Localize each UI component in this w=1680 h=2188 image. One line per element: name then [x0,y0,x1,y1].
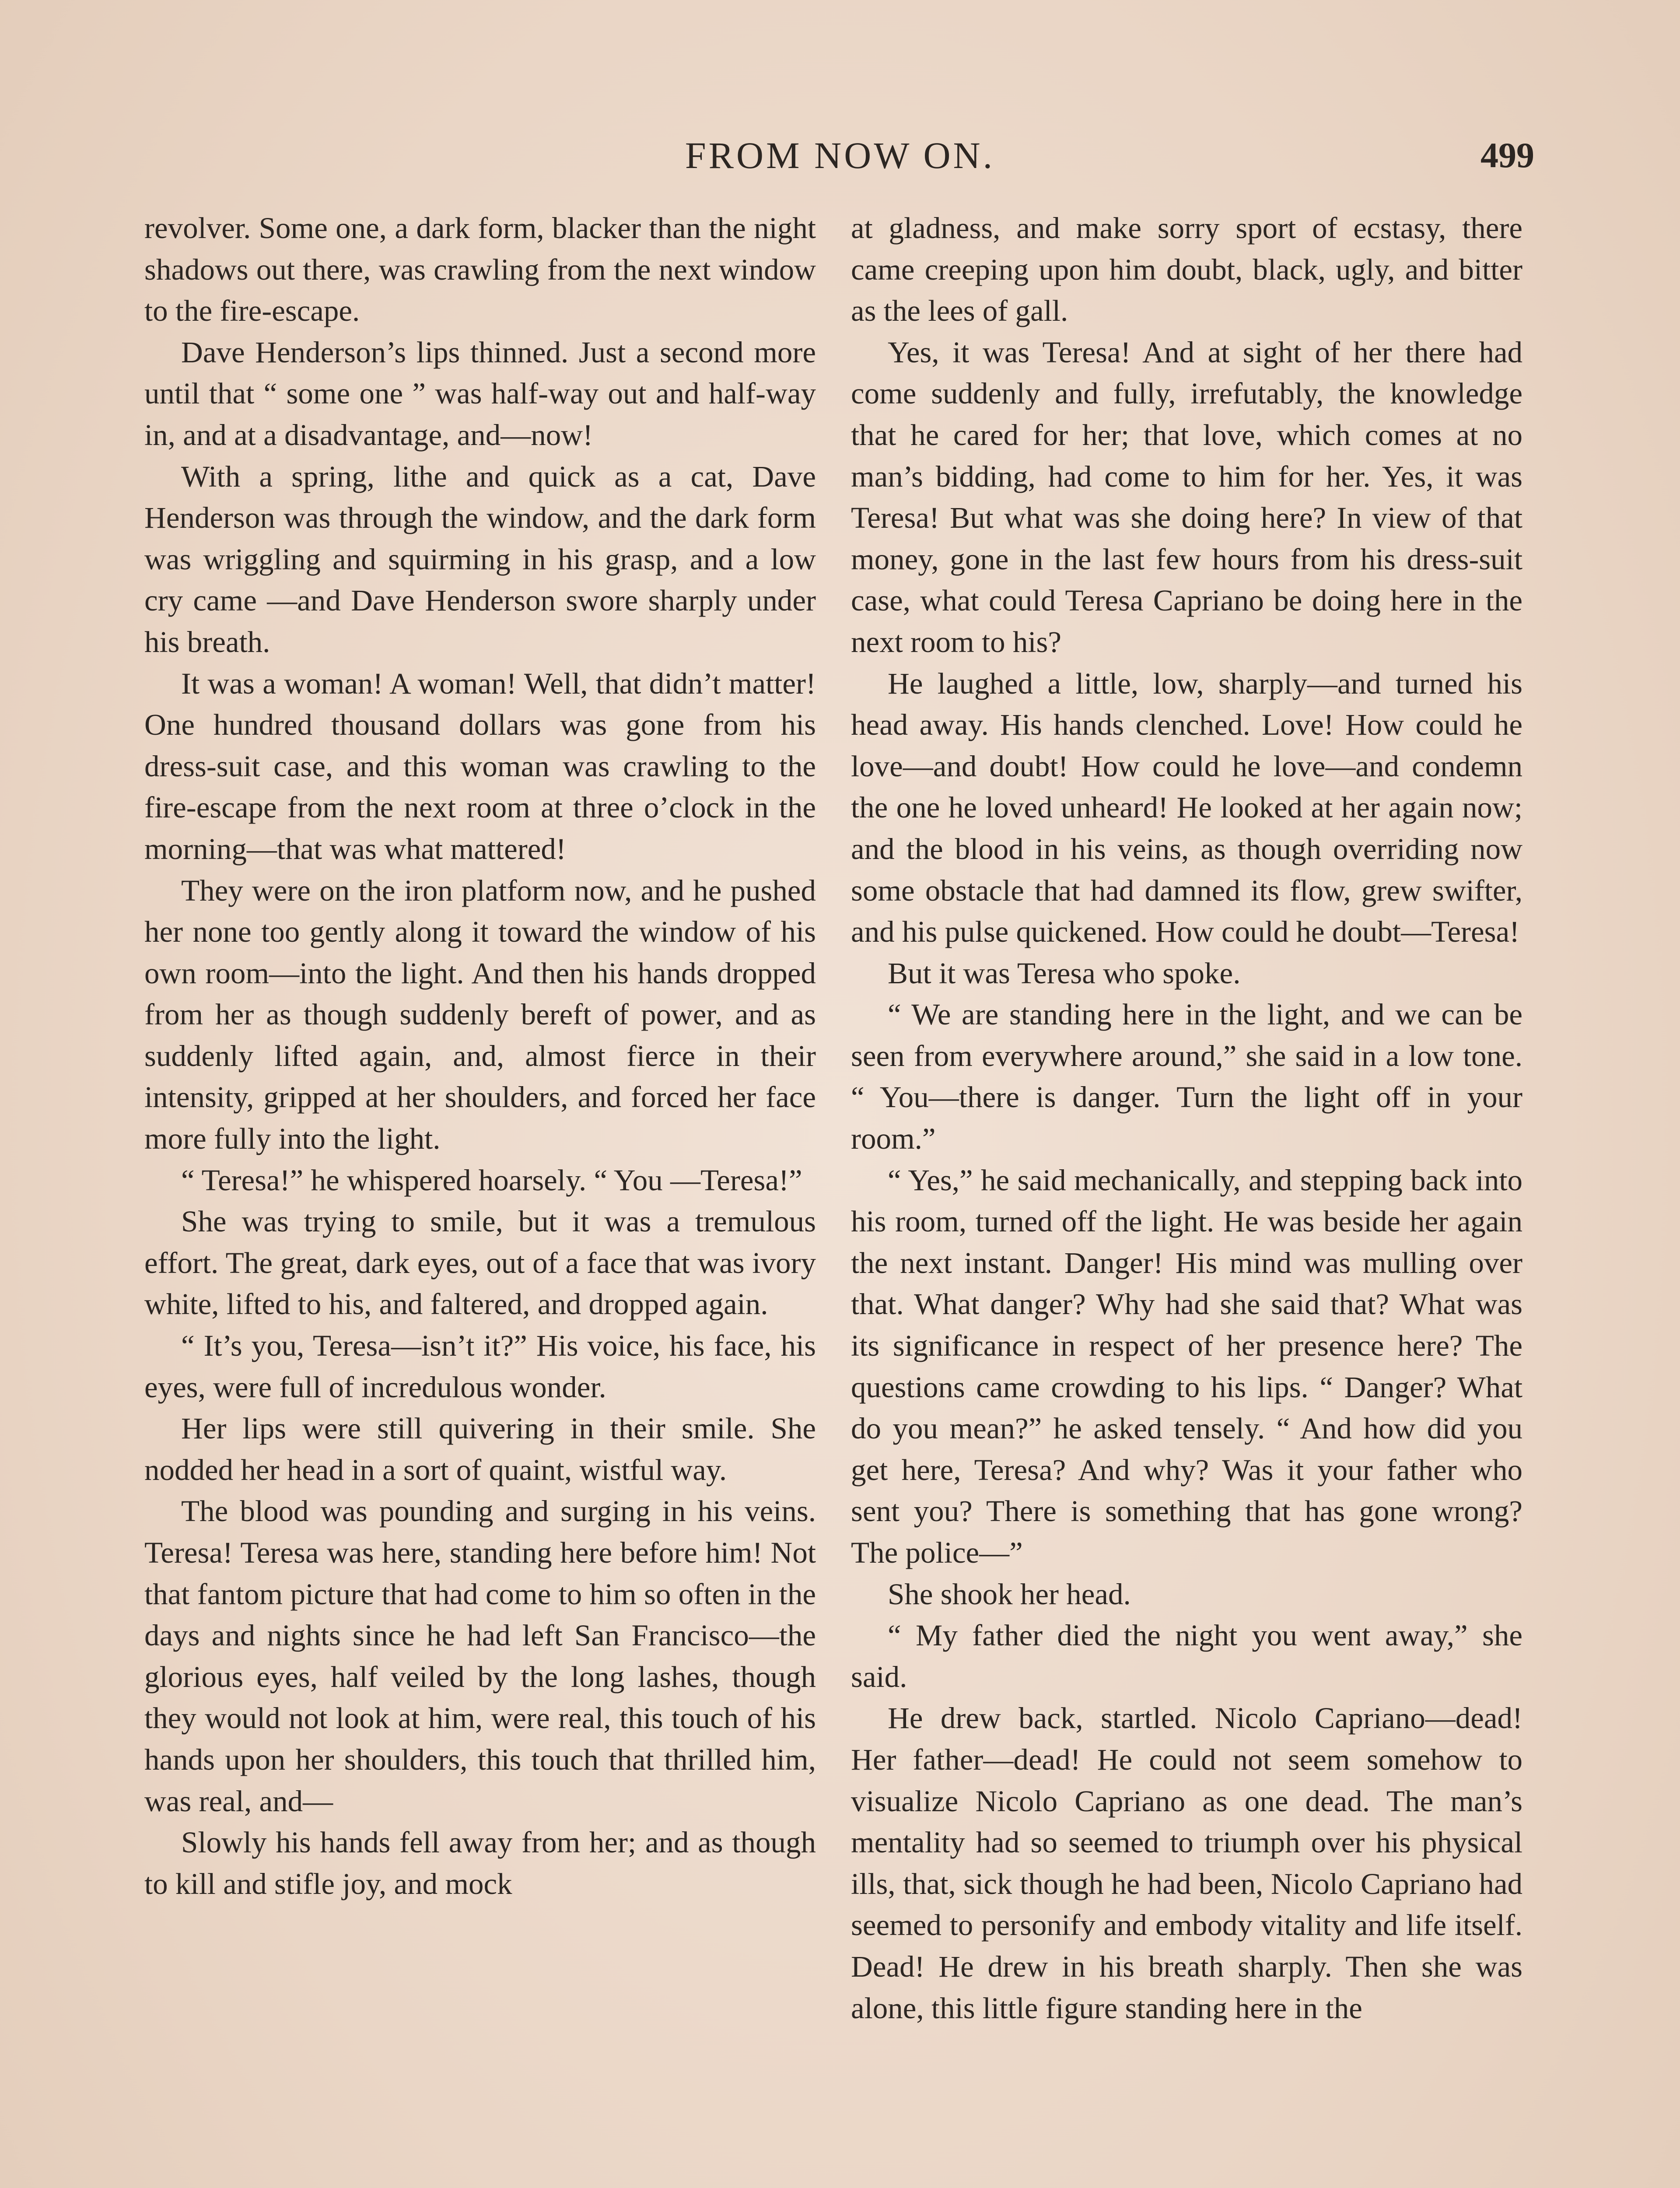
paragraph: “ We are standing here in the light, and we can be seen from everywhere around,” she said in a low tone. “ You—there is danger. Turn the light off in your room.” [851,998,1522,1156]
paragraph: Dave Henderson’s lips thinned. Just a second more until that “ some one ” was half-way out and half-way in, and at a disadvantage, and—now! [144,335,816,452]
page-number: 499 [1480,135,1534,175]
paragraph: He drew back, startled. Nicolo Capriano—dead! Her father—dead! He could not seem somehow to visualize Nicolo Capriano as one dead. The man’s mentality had so seemed to triumph over his physical ills, that, sick though he had been, Nicolo Capriano had seemed to personify and embody vitality and life itself. Dead! He drew in his breath sharply. Then she was alone, this little figure standing here in the [851,1701,1522,2025]
page-header [0,131,1680,179]
paragraph: She was trying to smile, but it was a tremulous effort. The great, dark eyes, out of a face that was ivory white, lifted to his, and faltered, and dropped again. [144,1205,816,1321]
paragraph: “ It’s you, Teresa—isn’t it?” His voice, his face, his eyes, were full of incredulous wonder. [144,1329,816,1404]
paragraph: Her lips were still quivering in their smile. She nodded her head in a sort of quaint, wistful way. [144,1412,816,1487]
paragraph: She shook her head. [888,1577,1131,1611]
right-column [851,207,1522,2188]
paragraph: But it was Teresa who spoke. [888,956,1241,990]
paragraph: Slowly his hands fell away from her; and as though to kill and stifle joy, and mock [144,1826,816,1900]
left-column [144,207,816,2188]
paragraph: revolver. Some one, a dark form, blacker than the night shadows out there, was crawling from the next window to the fire-escape. [144,211,816,328]
paragraph: “ Yes,” he said mechanically, and stepping back into his room, turned off the light. He was beside her again the next instant. Danger! His mind was mulling over that. What danger? Why had she said that? What was its significance in respect of her presence here? The questions came crowding to his lips. “ Danger? What do you mean?” he asked tensely. “ And how did you get here, Teresa? And why? Was it your father who sent you? There is something that has gone wrong? The police—” [851,1163,1522,1569]
paragraph: at gladness, and make sorry sport of ecstasy, there came creeping upon him doubt, black, ugly, and bitter as the lees of gall. [851,211,1522,328]
paragraph: They were on the iron platform now, and he pushed her none too gently along it toward the window of his own room—into the light. And then his hands dropped from her as though suddenly bereft of power, and as suddenly lifted again, and, almost fierce in their intensity, gripped at her shoulders, and forced her face more fully into the light. [144,873,816,1156]
paragraph: With a spring, lithe and quick as a cat, Dave Henderson was through the window, and the dark form was wriggling and squirming in his grasp, and a low cry came —and Dave Henderson swore sharply under his breath. [144,459,816,659]
paragraph: He laughed a little, low, sharply—and turned his head away. His hands clenched. Love! How could he love—and doubt! How could he love—and condemn the one he loved unheard! He looked at her again now; and the blood in his veins, as though overriding now some obstacle that had damned its flow, grew swifter, and his pulse quickened. How could he doubt—Teresa! [851,666,1522,949]
paragraph: Yes, it was Teresa! And at sight of her there had come suddenly and fully, irrefutably, the knowledge that he cared for her; that love, which comes at no man’s bidding, had come to him for her. Yes, it was Teresa! But what was she doing here? In view of that money, gone in the last few hours from his dress-suit case, what could Teresa Capriano be doing here in the next room to his? [851,335,1522,659]
paragraph: “ My father died the night you went away,” she said. [851,1619,1522,1694]
running-title: FROM NOW ON. [685,134,995,176]
paragraph: The blood was pounding and surging in his veins. Teresa! Teresa was here, standing here before him! Not that fantom picture that had come to him so often in the days and nights since he had left San Francisco—the glorious eyes, half veiled by the long lashes, though they would not look at him, were real, this touch of his hands upon her shoulders, this touch that thrilled him, was real, and— [144,1494,816,1818]
paragraph: “ Teresa!” he whispered hoarsely. “ You —Teresa!” [181,1163,802,1197]
paragraph: It was a woman! A woman! Well, that didn’t matter! One hundred thousand dollars was gone from his dress-suit case, and this woman was crawling to the fire-escape from the next room at three o’clock in the morning—that was what mattered! [144,666,816,866]
